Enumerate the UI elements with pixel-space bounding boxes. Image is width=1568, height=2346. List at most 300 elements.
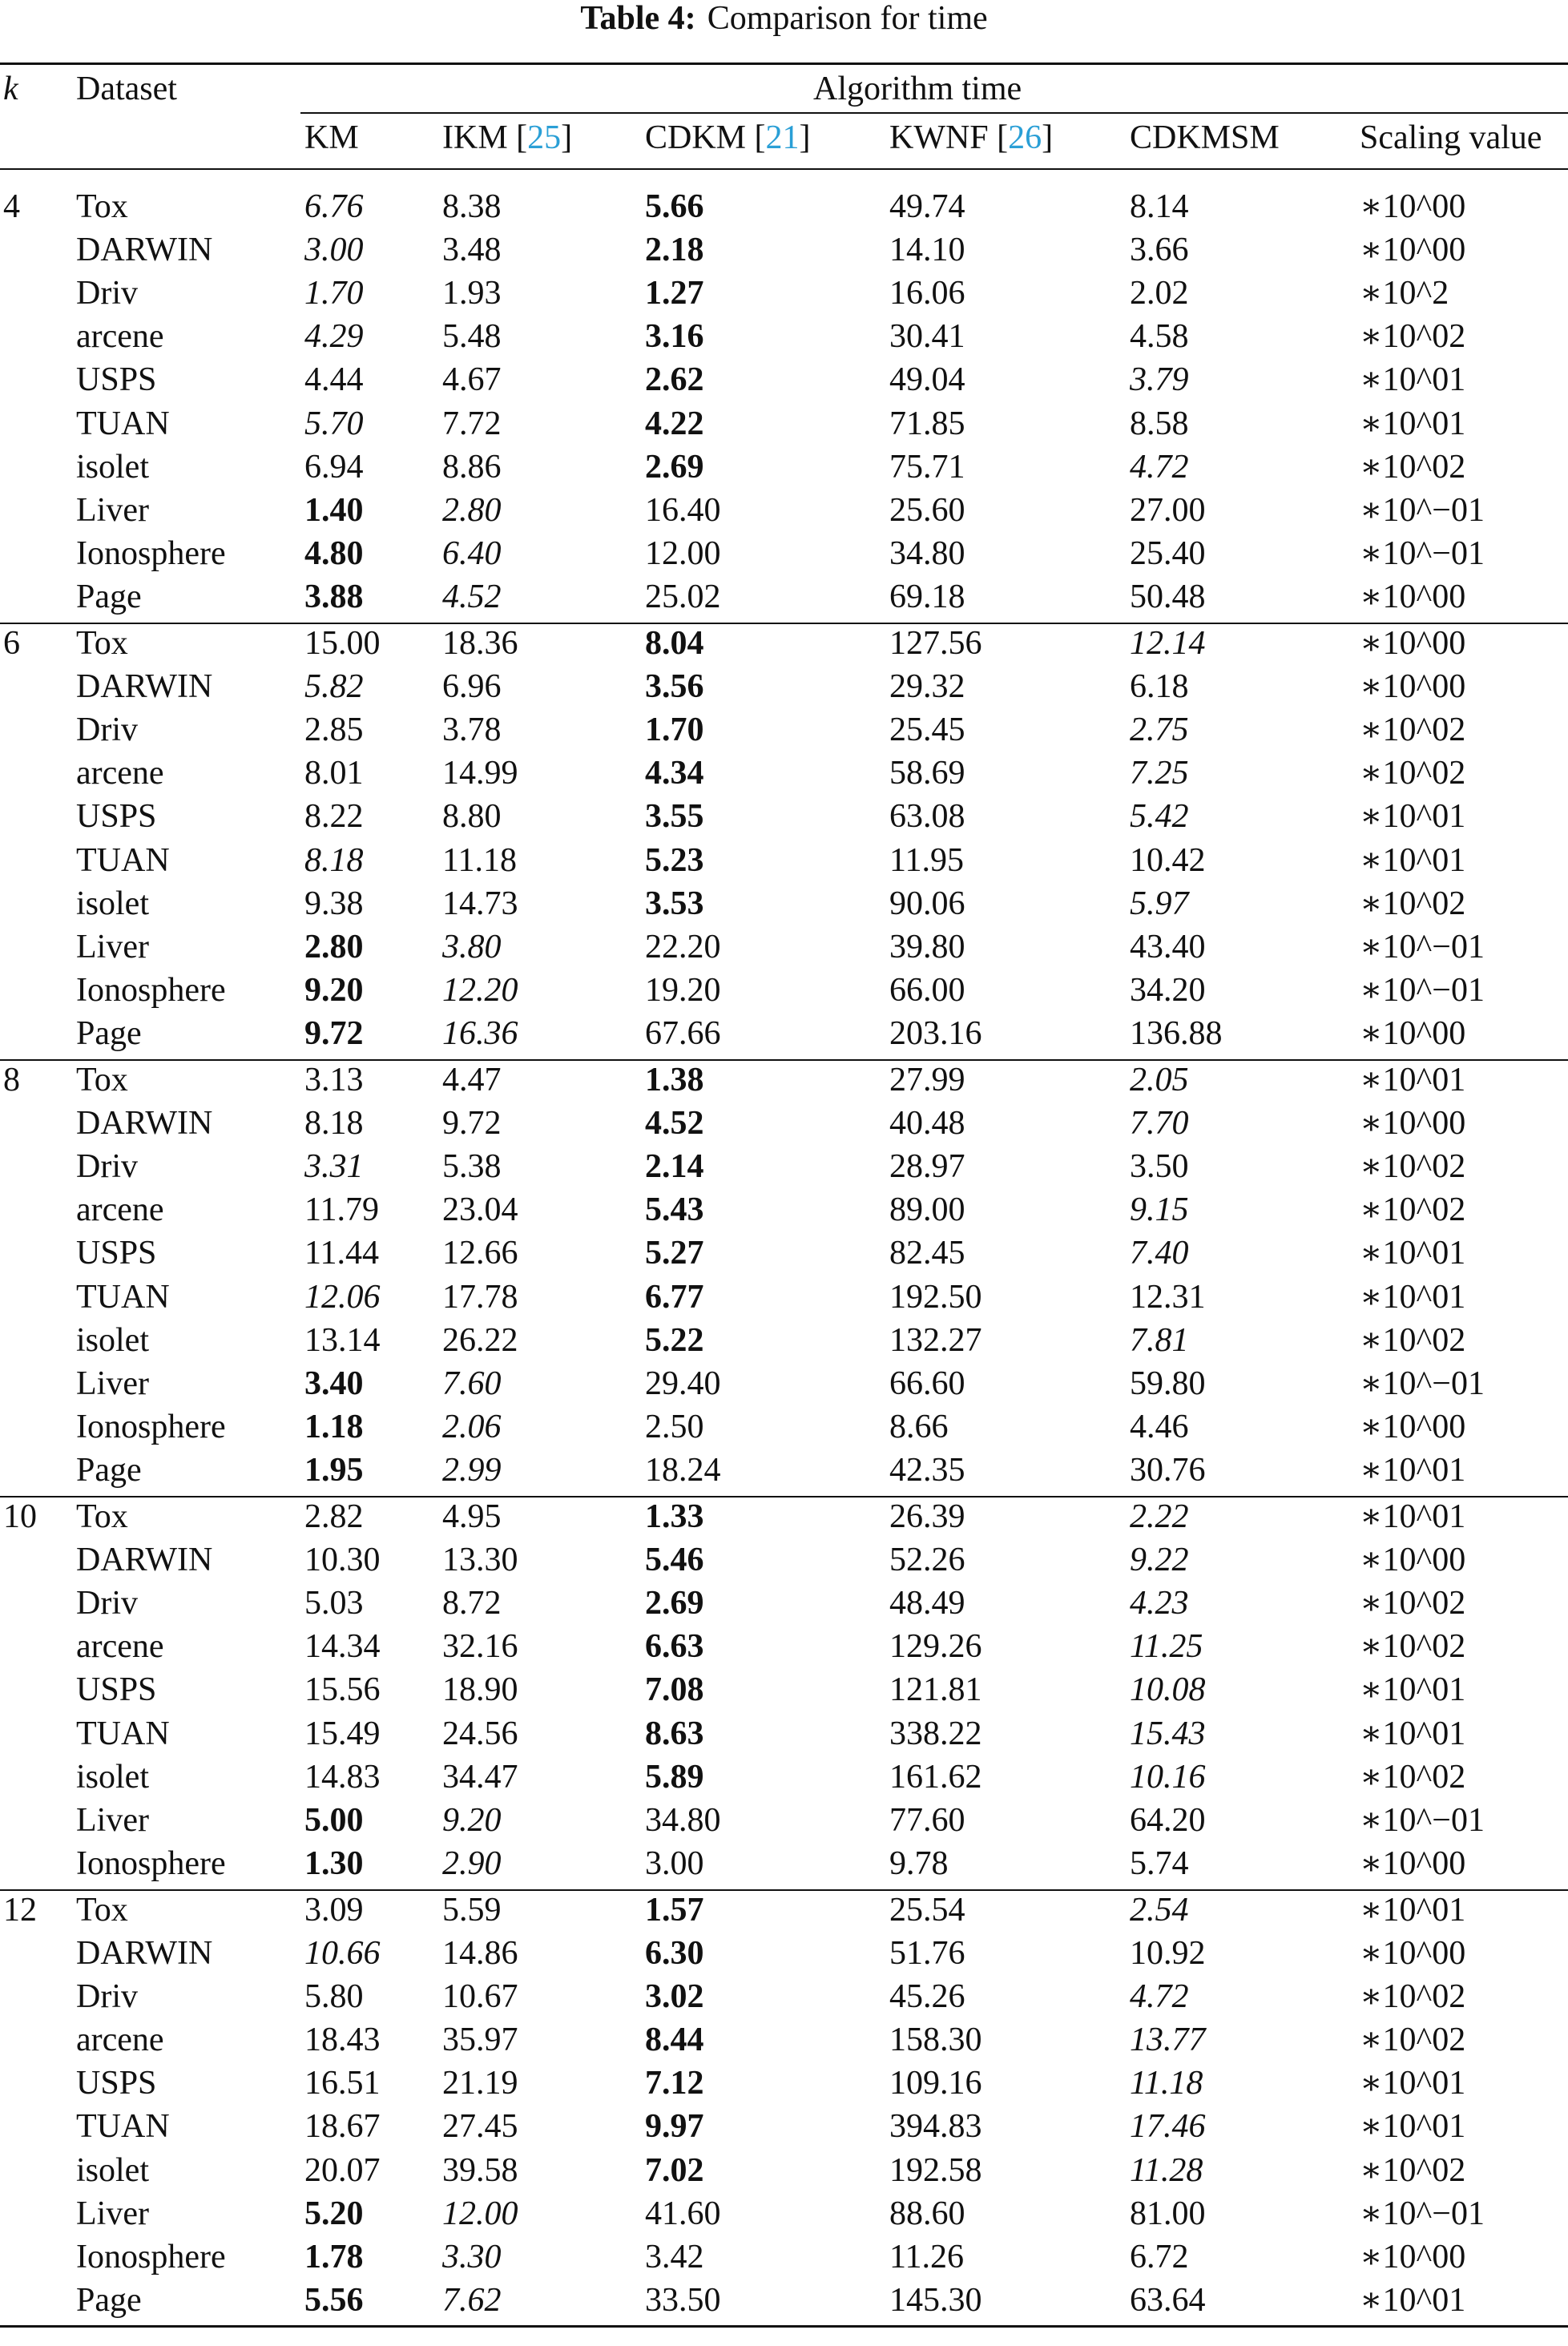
scaling-value: ∗10^01: [1360, 1891, 1466, 1929]
dataset-name: TUAN: [76, 1715, 170, 1752]
time-value: 3.31: [304, 1148, 364, 1186]
time-value: 28.97: [889, 1148, 965, 1186]
time-value: 89.00: [889, 1191, 965, 1229]
dataset-name: Ionosphere: [76, 1408, 226, 1445]
time-value: 2.62: [645, 361, 704, 399]
scaling-value: ∗10^01: [1360, 2108, 1466, 2146]
scaling-value: ∗10^01: [1360, 1715, 1466, 1752]
time-value: 4.58: [1130, 318, 1189, 356]
dataset-name: Tox: [76, 1062, 128, 1098]
time-value: 1.38: [645, 1062, 704, 1098]
time-value: 52.26: [889, 1542, 965, 1579]
scaling-value: ∗10^−01: [1360, 491, 1485, 529]
time-value: 49.74: [889, 188, 965, 225]
scaling-value: ∗10^01: [1360, 2065, 1466, 2102]
time-value: 2.14: [645, 1148, 704, 1186]
caption-title: Comparison for time: [707, 0, 988, 37]
time-value: 40.48: [889, 1105, 965, 1143]
time-value: 66.00: [889, 971, 965, 1009]
time-value: 2.69: [645, 1585, 704, 1622]
time-value: 2.18: [645, 232, 704, 269]
table-rule: [0, 168, 1568, 170]
time-value: 11.18: [1130, 2065, 1203, 2102]
time-value: 12.14: [1130, 625, 1206, 662]
scaling-value: ∗10^01: [1360, 1278, 1466, 1316]
dataset-name: Liver: [76, 1801, 149, 1839]
k-value: 6: [3, 625, 20, 662]
time-value: 2.80: [304, 928, 364, 965]
time-value: 41.60: [645, 2195, 721, 2232]
time-value: 6.96: [442, 668, 502, 706]
scaling-value: ∗10^02: [1360, 2022, 1466, 2059]
time-value: 8.66: [889, 1408, 949, 1445]
time-value: 11.26: [889, 2238, 964, 2275]
time-value: 1.33: [645, 1498, 704, 1535]
dataset-name: Driv: [76, 1585, 138, 1622]
time-value: 1.93: [442, 275, 502, 312]
header-column-name: KWNF: [889, 119, 998, 156]
k-value: 8: [3, 1062, 20, 1098]
table-caption: [0, 0, 1568, 40]
scaling-value: ∗10^02: [1360, 1978, 1466, 2016]
dataset-name: Page: [76, 1014, 142, 1052]
time-value: 29.40: [645, 1364, 721, 1402]
time-value: 5.03: [304, 1585, 364, 1622]
time-value: 14.86: [442, 1935, 518, 1972]
time-value: 8.86: [442, 448, 502, 486]
header-algorithm-time: Algorithm time: [813, 71, 1022, 107]
time-value: 3.00: [304, 232, 364, 269]
scaling-value: ∗10^2: [1360, 275, 1449, 312]
time-value: 3.78: [442, 711, 502, 749]
scaling-value: ∗10^00: [1360, 1408, 1466, 1445]
time-value: 161.62: [889, 1758, 982, 1796]
time-value: 10.30: [304, 1542, 381, 1579]
time-value: 4.29: [304, 318, 364, 356]
time-value: 6.76: [304, 188, 364, 225]
dataset-name: arcene: [76, 755, 164, 792]
time-value: 11.25: [1130, 1628, 1203, 1666]
time-value: 2.22: [1130, 1498, 1189, 1535]
scaling-value: ∗10^01: [1360, 1235, 1466, 1272]
header-k: k: [3, 71, 18, 107]
table-rule: [0, 1496, 1568, 1497]
time-value: 88.60: [889, 2195, 965, 2232]
time-value: 203.16: [889, 1014, 982, 1052]
time-value: 4.52: [645, 1105, 704, 1143]
time-value: 136.88: [1130, 1014, 1223, 1052]
time-value: 3.02: [645, 1978, 704, 2016]
scaling-value: ∗10^00: [1360, 578, 1466, 615]
scaling-value: ∗10^02: [1360, 711, 1466, 749]
scaling-value: ∗10^01: [1360, 1062, 1466, 1098]
table-rule: [300, 112, 1568, 114]
time-value: 129.26: [889, 1628, 982, 1666]
dataset-name: Liver: [76, 928, 149, 965]
time-value: 3.48: [442, 232, 502, 269]
time-value: 77.60: [889, 1801, 965, 1839]
time-value: 8.38: [442, 188, 502, 225]
dataset-name: Page: [76, 2281, 142, 2319]
time-value: 51.76: [889, 1935, 965, 1972]
time-value: 3.80: [442, 928, 502, 965]
time-value: 3.09: [304, 1891, 364, 1929]
scaling-value: ∗10^02: [1360, 1321, 1466, 1359]
dataset-name: Liver: [76, 2195, 149, 2232]
time-value: 9.78: [889, 1844, 949, 1882]
dataset-name: isolet: [76, 1758, 149, 1796]
time-value: 13.14: [304, 1321, 381, 1359]
time-value: 10.92: [1130, 1935, 1206, 1972]
time-value: 10.08: [1130, 1671, 1206, 1709]
time-value: 3.13: [304, 1062, 364, 1098]
time-value: 23.04: [442, 1191, 518, 1229]
scaling-value: ∗10^−01: [1360, 1364, 1485, 1402]
dataset-name: TUAN: [76, 405, 170, 442]
time-value: 4.72: [1130, 1978, 1189, 2016]
table-rule: [0, 623, 1568, 624]
scaling-value: ∗10^00: [1360, 188, 1466, 225]
time-value: 1.95: [304, 1451, 364, 1489]
time-value: 1.40: [304, 491, 364, 529]
citation-link[interactable]: 26: [1008, 119, 1042, 156]
time-value: 1.18: [304, 1408, 364, 1445]
time-value: 15.00: [304, 625, 381, 662]
time-value: 50.48: [1130, 578, 1206, 615]
time-value: 63.08: [889, 798, 965, 836]
scaling-value: ∗10^02: [1360, 1758, 1466, 1796]
scaling-value: ∗10^01: [1360, 1671, 1466, 1709]
time-value: 145.30: [889, 2281, 982, 2319]
time-value: 58.69: [889, 755, 965, 792]
time-value: 25.54: [889, 1891, 965, 1929]
time-value: 39.58: [442, 2151, 518, 2189]
time-value: 24.56: [442, 1715, 518, 1752]
dataset-name: USPS: [76, 361, 157, 399]
scaling-value: ∗10^00: [1360, 1105, 1466, 1143]
time-value: 18.24: [645, 1451, 721, 1489]
scaling-value: ∗10^−01: [1360, 971, 1485, 1009]
time-value: 21.19: [442, 2065, 518, 2102]
scaling-value: ∗10^00: [1360, 232, 1466, 269]
header-column: [1130, 118, 1280, 158]
dataset-name: Page: [76, 578, 142, 615]
scaling-value: ∗10^00: [1360, 1935, 1466, 1972]
header-column-name: IKM: [442, 119, 517, 156]
header-column-name: Scaling value: [1360, 119, 1542, 156]
time-value: 3.40: [304, 1364, 364, 1402]
dataset-name: Liver: [76, 491, 149, 529]
time-value: 5.42: [1130, 798, 1189, 836]
dataset-name: Ionosphere: [76, 2238, 226, 2275]
dataset-name: arcene: [76, 2022, 164, 2059]
time-value: 18.67: [304, 2108, 381, 2146]
time-value: 14.73: [442, 885, 518, 922]
time-value: 14.83: [304, 1758, 381, 1796]
time-value: 16.51: [304, 2065, 381, 2102]
time-value: 5.66: [645, 188, 704, 225]
time-value: 11.18: [442, 841, 517, 879]
time-value: 9.20: [442, 1801, 502, 1839]
time-value: 17.78: [442, 1278, 518, 1316]
time-value: 75.71: [889, 448, 965, 486]
time-value: 8.22: [304, 798, 364, 836]
time-value: 90.06: [889, 885, 965, 922]
dataset-name: isolet: [76, 448, 149, 486]
time-value: 7.08: [645, 1671, 704, 1709]
time-value: 5.89: [645, 1758, 704, 1796]
time-value: 6.72: [1130, 2238, 1189, 2275]
dataset-name: isolet: [76, 885, 149, 922]
time-value: 9.72: [304, 1014, 364, 1052]
time-value: 5.48: [442, 318, 502, 356]
time-value: 5.80: [304, 1978, 364, 2016]
time-value: 7.40: [1130, 1235, 1189, 1272]
dataset-name: arcene: [76, 1191, 164, 1229]
table-rule: [0, 1889, 1568, 1891]
time-value: 8.04: [645, 625, 704, 662]
dataset-name: Driv: [76, 1148, 138, 1186]
citation-link[interactable]: 21: [765, 119, 800, 156]
time-value: 49.04: [889, 361, 965, 399]
time-value: 9.20: [304, 971, 364, 1009]
dataset-name: arcene: [76, 318, 164, 356]
header-column: KWNF [26]: [889, 119, 1054, 156]
time-value: 16.40: [645, 491, 721, 529]
time-value: 82.45: [889, 1235, 965, 1272]
time-value: 35.97: [442, 2022, 518, 2059]
scaling-value: ∗10^00: [1360, 625, 1466, 662]
dataset-name: USPS: [76, 2065, 157, 2102]
time-value: 3.00: [645, 1844, 704, 1882]
time-value: 3.30: [442, 2238, 502, 2275]
time-value: 3.88: [304, 578, 364, 615]
time-value: 5.82: [304, 668, 364, 706]
time-value: 3.16: [645, 318, 704, 356]
time-value: 25.02: [645, 578, 721, 615]
time-value: 14.99: [442, 755, 518, 792]
time-value: 5.56: [304, 2281, 364, 2319]
dataset-name: Ionosphere: [76, 534, 226, 572]
time-value: 29.32: [889, 668, 965, 706]
time-value: 2.90: [442, 1844, 502, 1882]
time-value: 5.27: [645, 1235, 704, 1272]
table-rule: [0, 2325, 1568, 2328]
time-value: 3.56: [645, 668, 704, 706]
time-value: 109.16: [889, 2065, 982, 2102]
time-value: 7.02: [645, 2151, 704, 2189]
scaling-value: ∗10^02: [1360, 755, 1466, 792]
time-value: 132.27: [889, 1321, 982, 1359]
time-value: 33.50: [645, 2281, 721, 2319]
dataset-name: arcene: [76, 1628, 164, 1666]
time-value: 4.34: [645, 755, 704, 792]
time-value: 14.10: [889, 232, 965, 269]
time-value: 4.46: [1130, 1408, 1189, 1445]
time-value: 22.20: [645, 928, 721, 965]
time-value: 63.64: [1130, 2281, 1206, 2319]
time-value: 5.38: [442, 1148, 502, 1186]
time-value: 5.97: [1130, 885, 1189, 922]
caption-label: Table 4:: [580, 0, 696, 37]
time-value: 3.66: [1130, 232, 1189, 269]
time-value: 43.40: [1130, 928, 1206, 965]
time-value: 5.00: [304, 1801, 364, 1839]
time-value: 5.22: [645, 1321, 704, 1359]
time-value: 3.55: [645, 798, 704, 836]
time-value: 34.80: [645, 1801, 721, 1839]
scaling-value: ∗10^01: [1360, 1451, 1466, 1489]
time-value: 11.44: [304, 1235, 379, 1272]
dataset-name: Liver: [76, 1364, 149, 1402]
time-value: 5.59: [442, 1891, 502, 1929]
time-value: 25.40: [1130, 534, 1206, 572]
dataset-name: Driv: [76, 711, 138, 749]
time-value: 121.81: [889, 1671, 982, 1709]
scaling-value: ∗10^02: [1360, 1585, 1466, 1622]
dataset-name: DARWIN: [76, 232, 213, 269]
time-value: 2.05: [1130, 1062, 1189, 1098]
time-value: 7.25: [1130, 755, 1189, 792]
dataset-name: DARWIN: [76, 1105, 213, 1143]
time-value: 6.94: [304, 448, 364, 486]
scaling-value: ∗10^00: [1360, 1014, 1466, 1052]
time-value: 7.60: [442, 1364, 502, 1402]
time-value: 34.47: [442, 1758, 518, 1796]
time-value: 2.50: [645, 1408, 704, 1445]
time-value: 10.66: [304, 1935, 381, 1972]
time-value: 81.00: [1130, 2195, 1206, 2232]
time-value: 69.18: [889, 578, 965, 615]
time-value: 27.45: [442, 2108, 518, 2146]
k-value: 12: [3, 1891, 37, 1929]
time-value: 1.78: [304, 2238, 364, 2275]
table-rule: [0, 1059, 1568, 1061]
time-value: 8.63: [645, 1715, 704, 1752]
k-value: 10: [3, 1498, 37, 1535]
dataset-name: DARWIN: [76, 1935, 213, 1972]
scaling-value: ∗10^01: [1360, 1498, 1466, 1535]
dataset-name: Ionosphere: [76, 971, 226, 1009]
time-value: 6.40: [442, 534, 502, 572]
dataset-name: USPS: [76, 798, 157, 836]
time-value: 48.49: [889, 1585, 965, 1622]
time-value: 67.66: [645, 1014, 721, 1052]
time-value: 12.00: [442, 2195, 518, 2232]
time-value: 8.80: [442, 798, 502, 836]
time-value: 6.30: [645, 1935, 704, 1972]
dataset-name: Tox: [76, 625, 128, 662]
time-value: 7.81: [1130, 1321, 1189, 1359]
dataset-name: Tox: [76, 188, 128, 225]
time-value: 2.75: [1130, 711, 1189, 749]
time-value: 25.45: [889, 711, 965, 749]
table-rule: [0, 62, 1568, 65]
time-value: 42.35: [889, 1451, 965, 1489]
time-value: 71.85: [889, 405, 965, 442]
scaling-value: ∗10^01: [1360, 798, 1466, 836]
dataset-name: USPS: [76, 1235, 157, 1272]
time-value: 66.60: [889, 1364, 965, 1402]
scaling-value: ∗10^02: [1360, 1148, 1466, 1186]
time-value: 16.06: [889, 275, 965, 312]
time-value: 12.06: [304, 1278, 381, 1316]
time-value: 4.52: [442, 578, 502, 615]
time-value: 4.22: [645, 405, 704, 442]
time-value: 1.57: [645, 1891, 704, 1929]
time-value: 12.20: [442, 971, 518, 1009]
dataset-name: TUAN: [76, 1278, 170, 1316]
dataset-name: DARWIN: [76, 668, 213, 706]
time-value: 7.12: [645, 2065, 704, 2102]
time-value: 2.80: [442, 491, 502, 529]
time-value: 5.74: [1130, 1844, 1189, 1882]
time-value: 158.30: [889, 2022, 982, 2059]
scaling-value: ∗10^00: [1360, 1844, 1466, 1882]
time-value: 3.53: [645, 885, 704, 922]
dataset-name: DARWIN: [76, 1542, 213, 1579]
scaling-value: ∗10^02: [1360, 318, 1466, 356]
time-value: 4.80: [304, 534, 364, 572]
time-value: 2.69: [645, 448, 704, 486]
time-value: 14.34: [304, 1628, 381, 1666]
time-value: 2.02: [1130, 275, 1189, 312]
time-value: 30.41: [889, 318, 965, 356]
time-value: 4.23: [1130, 1585, 1189, 1622]
header-column: IKM [25]: [442, 119, 573, 156]
header-dataset: Dataset: [76, 71, 177, 107]
time-value: 5.43: [645, 1191, 704, 1229]
time-value: 127.56: [889, 625, 982, 662]
time-value: 18.43: [304, 2022, 381, 2059]
scaling-value: ∗10^01: [1360, 361, 1466, 399]
dataset-name: USPS: [76, 1671, 157, 1709]
time-value: 8.58: [1130, 405, 1189, 442]
time-value: 17.46: [1130, 2108, 1206, 2146]
time-value: 8.72: [442, 1585, 502, 1622]
time-value: 10.67: [442, 1978, 518, 2016]
time-value: 9.15: [1130, 1191, 1189, 1229]
dataset-name: Driv: [76, 275, 138, 312]
dataset-name: Ionosphere: [76, 1844, 226, 1882]
time-value: 10.42: [1130, 841, 1206, 879]
time-value: 5.23: [645, 841, 704, 879]
time-value: 6.77: [645, 1278, 704, 1316]
dataset-name: Tox: [76, 1498, 128, 1535]
time-value: 27.00: [1130, 491, 1206, 529]
time-value: 7.72: [442, 405, 502, 442]
time-value: 8.18: [304, 841, 364, 879]
time-value: 27.99: [889, 1062, 965, 1098]
citation-link[interactable]: 25: [527, 119, 562, 156]
scaling-value: ∗10^01: [1360, 2281, 1466, 2319]
header-column: [304, 118, 359, 158]
time-value: 3.42: [645, 2238, 704, 2275]
time-value: 4.72: [1130, 448, 1189, 486]
time-value: 8.01: [304, 755, 364, 792]
time-value: 9.72: [442, 1105, 502, 1143]
scaling-value: ∗10^−01: [1360, 2195, 1485, 2232]
time-value: 2.99: [442, 1451, 502, 1489]
time-value: 15.56: [304, 1671, 381, 1709]
time-value: 3.79: [1130, 361, 1189, 399]
time-value: 1.70: [645, 711, 704, 749]
time-value: 7.62: [442, 2281, 502, 2319]
time-value: 20.07: [304, 2151, 381, 2189]
time-value: 45.26: [889, 1978, 965, 2016]
time-value: 19.20: [645, 971, 721, 1009]
dataset-name: isolet: [76, 2151, 149, 2189]
